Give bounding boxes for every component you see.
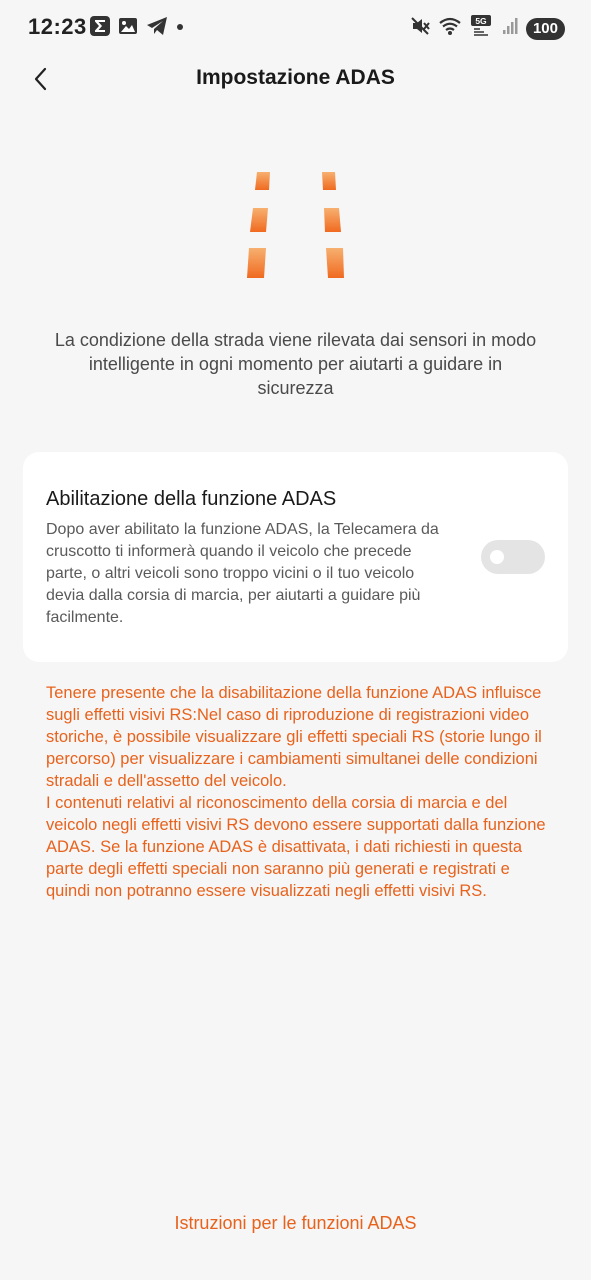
notification-icons [90,16,184,41]
gallery-icon [118,16,138,41]
battery-indicator: 100 [526,18,565,40]
cell-signal-icon [502,16,518,41]
svg-text:5G: 5G [475,16,487,26]
header [0,56,591,102]
adas-warning-text: Tenere presente che la disabilitazione della funzione ADAS influisce sugli effetti visivi RS:Nel caso di riproduzione di registrazioni video storiche, è possibile visualizzare gli effetti speciali RS (storie lungo il percorso) per visualizzare i cambiamenti simultanei delle condizioni stradali e dell'assetto del veicolo. I contenuti relativi al riconoscimento della corsia di marcia e del veicolo negli effetti visivi RS devono essere supportati dalla funzione ADAS. Se la funzione ADAS è disattivata, i dati richiesti in questa parte degli effetti speciali non saranno più generati e registrati e quindi non potranno essere visualizzati negli effetti visivi RS. [46,684,546,900]
signal-5g-icon [470,15,494,42]
mute-icon [410,16,430,41]
status-time: 12:23 [28,14,87,39]
adas-instructions-link[interactable]: Istruzioni per le funzioni ADAS [174,1213,417,1233]
wifi-icon [438,16,462,41]
adas-toggle-switch[interactable] [481,540,545,574]
system-icons [410,15,565,42]
more-notifications-dot-icon [176,16,184,41]
telegram-icon [146,16,168,41]
intro-description: La condizione della strada viene rilevata dai sensori in modo intelligente in ogni momento per aiutarti a guidare in sicurezza [54,330,537,398]
adas-toggle-description: Dopo aver abilitato la funzione ADAS, la Telecamera da cruscotto ti informerà quando il veicolo che precede parte, o altri veicoli sono troppo vicini o il tuo veicolo devia dalla corsia di marcia, per aiutarti a guidare più facilmente. [46,521,439,626]
road-lanes-icon [240,168,350,283]
toggle-knob [490,550,504,564]
road-lanes-illustration [240,168,350,283]
sigma-app-icon [90,16,110,41]
page-title: Impostazione ADAS [196,66,395,89]
adas-settings-card [23,452,568,662]
status-bar [0,0,591,56]
adas-toggle-title: Abilitazione della funzione ADAS [46,488,337,510]
